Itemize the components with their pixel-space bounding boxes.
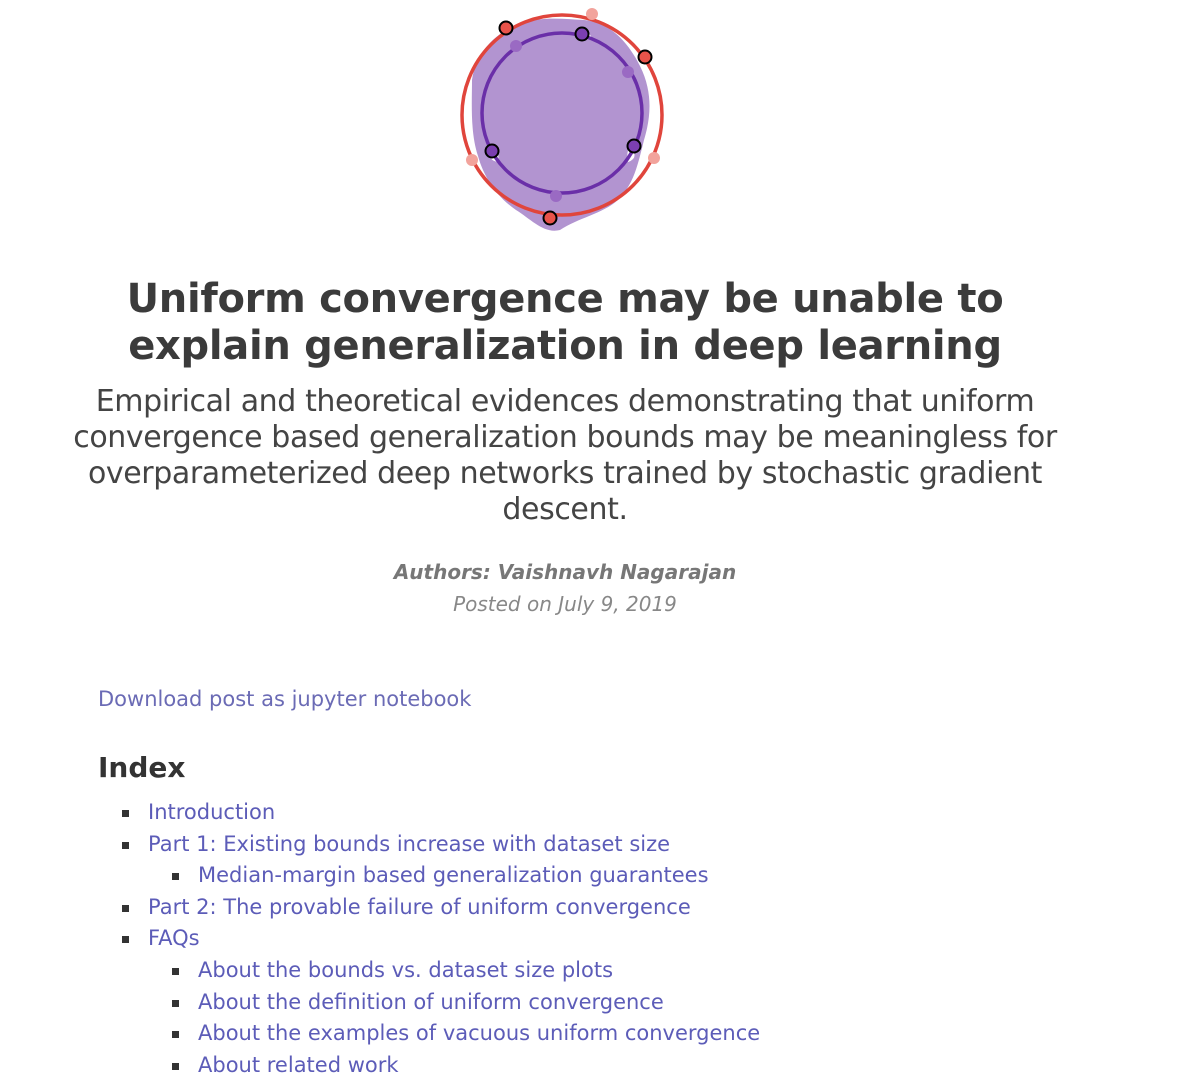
download-notebook-link[interactable]: Download post as jupyter notebook <box>98 687 472 711</box>
index-link[interactable]: About related work <box>198 1052 399 1077</box>
index-heading: Index <box>98 751 186 784</box>
bullet-icon <box>172 1063 179 1070</box>
index-link[interactable]: FAQs <box>148 926 200 951</box>
index-item <box>0 987 1200 1019</box>
index-item <box>0 892 1200 924</box>
index-item <box>0 860 1200 892</box>
bullet-icon <box>122 936 129 943</box>
bullet-icon <box>122 905 129 912</box>
index-item <box>0 923 1200 955</box>
bullet-icon <box>172 873 179 880</box>
index-item <box>0 1050 1200 1082</box>
bullet-icon <box>172 1031 179 1038</box>
index-link[interactable]: Part 1: Existing bounds increase with dataset size <box>148 831 671 856</box>
circle-logo-icon <box>452 2 678 238</box>
index-link[interactable]: About the definition of uniform convergence <box>198 989 664 1014</box>
authors-line: Authors: Vaishnavh Nagarajan <box>393 560 737 584</box>
index-link[interactable]: Part 2: The provable failure of uniform convergence <box>148 894 691 919</box>
bullet-icon <box>172 968 179 975</box>
index-item <box>0 797 1200 829</box>
index-link[interactable]: About the examples of vacuous uniform convergence <box>198 1021 761 1046</box>
page-subtitle: Empirical and theoretical evidences demonstrating that uniform convergence based generalization bounds may be meaningless for overparameterized deep networks trained by stochastic gradient descent. <box>73 384 1057 527</box>
bullet-icon <box>122 810 129 817</box>
posted-date: Posted on July 9, 2019 <box>453 592 677 616</box>
index-link[interactable]: Median-margin based generalization guarantees <box>198 863 709 888</box>
index-link[interactable]: About the bounds vs. dataset size plots <box>198 957 614 982</box>
index-item <box>0 955 1200 987</box>
index-link[interactable]: Introduction <box>148 800 276 824</box>
bullet-icon <box>122 842 129 849</box>
index-item <box>0 829 1200 861</box>
page-title: Uniform convergence may be unable to explain generalization in deep learning <box>126 276 1004 369</box>
bullet-icon <box>172 1000 179 1007</box>
index-list <box>0 797 1200 1081</box>
index-item <box>0 1018 1200 1050</box>
